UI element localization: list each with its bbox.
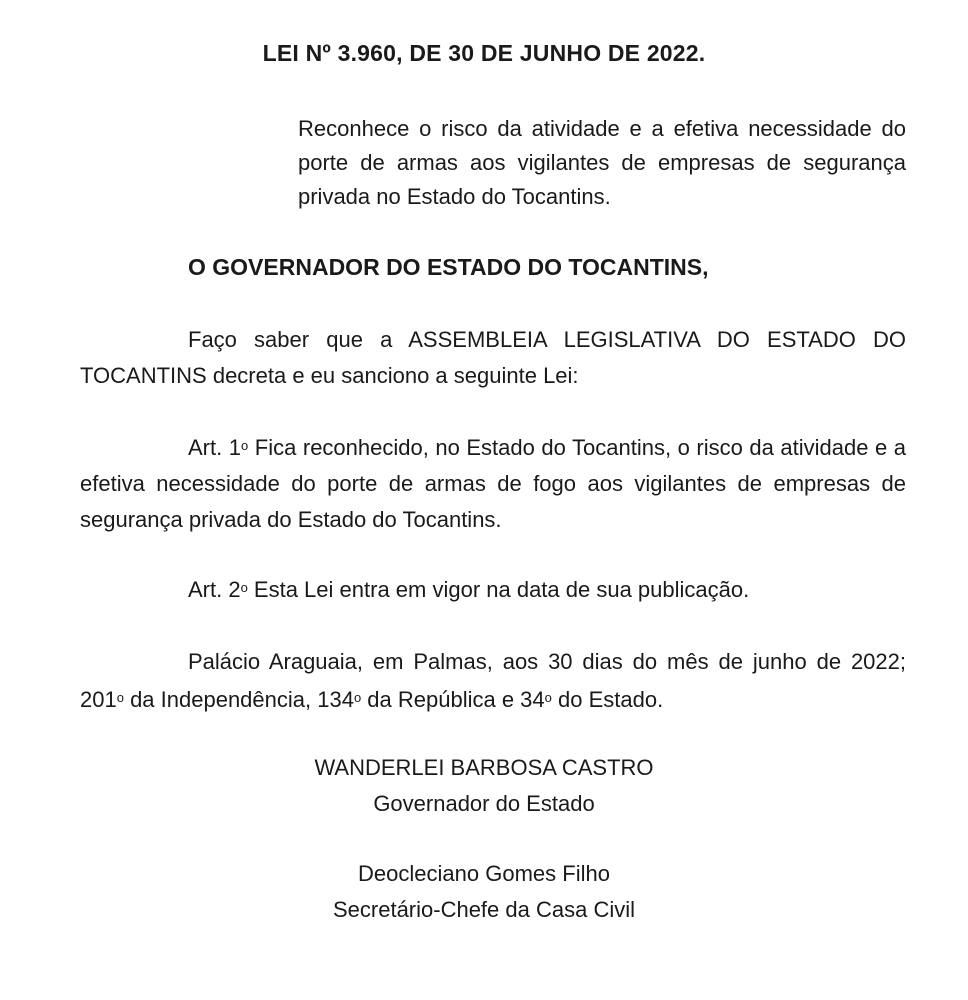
signatory-2-name: Deocleciano Gomes Filho (358, 861, 610, 886)
preamble-paragraph: Faço saber que a ASSEMBLEIA LEGISLATIVA DO ESTADO DO TOCANTINS decreta e eu sanciono a seguinte Lei: (80, 327, 906, 388)
governor-heading: O GOVERNADOR DO ESTADO DO TOCANTINS, (188, 254, 709, 280)
closing-ordinal-1: o (116, 690, 124, 705)
closing-part-b: da Independência, 134 (123, 687, 354, 712)
article-2-ordinal: o (240, 580, 248, 595)
closing-part-a: Palácio Araguaia, em Palmas, aos 30 dias do mês de junho de 2022; 201 (80, 649, 906, 712)
closing-paragraph (80, 644, 906, 718)
article-1-text: Fica reconhecido, no Estado do Tocantins, o risco da atividade e a efetiva necessidade do porte de armas de fogo aos vigilantes de empresas de segurança privada do Estado do Tocantins. (80, 435, 906, 532)
article-1 (80, 428, 906, 538)
article-1-ordinal: o (241, 438, 249, 453)
signatory-2-role: Secretário-Chefe da Casa Civil (332, 897, 636, 922)
article-1-label: Art. 1 (188, 435, 241, 460)
closing-part-c: da República e 34 (361, 687, 545, 712)
article-2-label: Art. 2 (188, 577, 241, 602)
article-2-text: Esta Lei entra em vigor na data de sua publicação. (247, 577, 750, 602)
law-summary: Reconhece o risco da atividade e a efetiva necessidade do porte de armas aos vigilantes de empresas de segurança privada no Estado do Tocantins. (298, 116, 906, 209)
closing-part-d: do Estado. (551, 687, 664, 712)
article-2 (80, 570, 906, 608)
signatory-1-name: WANDERLEI BARBOSA CASTRO (314, 755, 654, 780)
law-title: LEI Nº 3.960, DE 30 DE JUNHO DE 2022. (262, 40, 706, 66)
closing-ordinal-3: o (544, 690, 552, 705)
signatory-1-role: Governador do Estado (373, 791, 595, 816)
closing-ordinal-2: o (353, 690, 362, 705)
